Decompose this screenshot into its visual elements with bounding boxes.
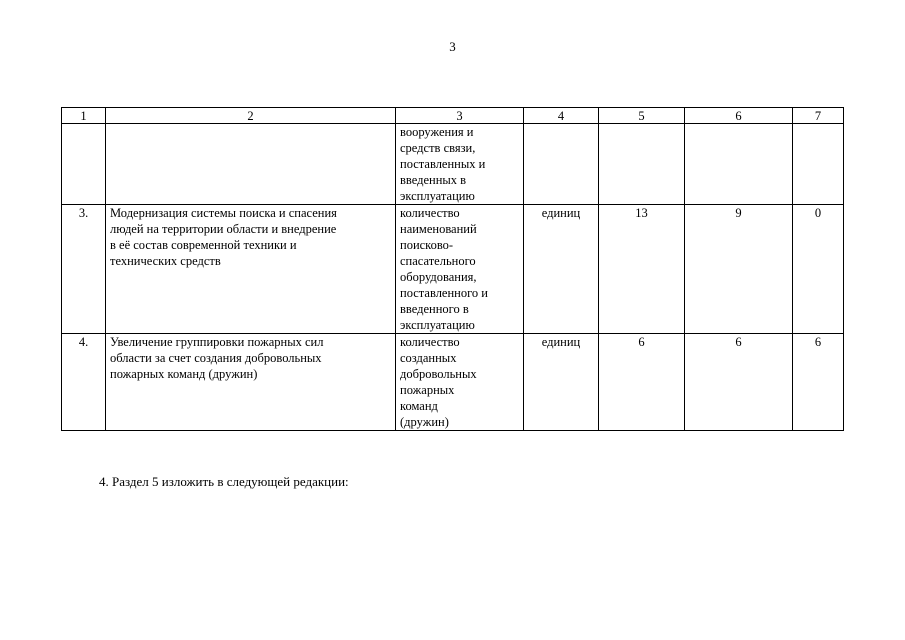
indicator-cell: количество наименований поисково- спасательного оборудования, поставленного и введенного в эксплуатацию	[396, 205, 524, 334]
page-number: 3	[449, 39, 456, 54]
column-header: 7	[793, 108, 844, 124]
column-header: 2	[106, 108, 396, 124]
column-header: 6	[685, 108, 793, 124]
unit-cell	[524, 124, 599, 205]
column-header: 1	[62, 108, 106, 124]
measure-name-cell: Модернизация системы поиска и спасения людей на территории области и внедрение в её состав современной техники и технических средств	[106, 205, 396, 334]
value-cell: 6	[793, 334, 844, 431]
indicator-cell: количество созданных добровольных пожарных команд (дружин)	[396, 334, 524, 431]
value-cell: 6	[599, 334, 685, 431]
unit-cell: единиц	[524, 334, 599, 431]
measure-name-cell: Увеличение группировки пожарных сил области за счет создания добровольных пожарных команд (дружин)	[106, 334, 396, 431]
table-row	[62, 124, 844, 205]
row-number-cell: 4.	[62, 334, 106, 431]
value-cell	[599, 124, 685, 205]
table-row	[62, 334, 844, 431]
value-cell: 0	[793, 205, 844, 334]
value-cell: 9	[685, 205, 793, 334]
column-header: 3	[396, 108, 524, 124]
indicators-table	[61, 107, 844, 431]
indicator-cell: вооружения и средств связи, поставленных и введенных в эксплуатацию	[396, 124, 524, 205]
row-number-cell	[62, 124, 106, 205]
instruction-paragraph: 4. Раздел 5 изложить в следующей редакции:	[99, 474, 349, 489]
value-cell: 13	[599, 205, 685, 334]
value-cell	[685, 124, 793, 205]
unit-cell: единиц	[524, 205, 599, 334]
row-number-cell: 3.	[62, 205, 106, 334]
table-header-row	[62, 108, 844, 124]
column-header: 5	[599, 108, 685, 124]
value-cell: 6	[685, 334, 793, 431]
column-header: 4	[524, 108, 599, 124]
table-row	[62, 205, 844, 334]
value-cell	[793, 124, 844, 205]
measure-name-cell	[106, 124, 396, 205]
